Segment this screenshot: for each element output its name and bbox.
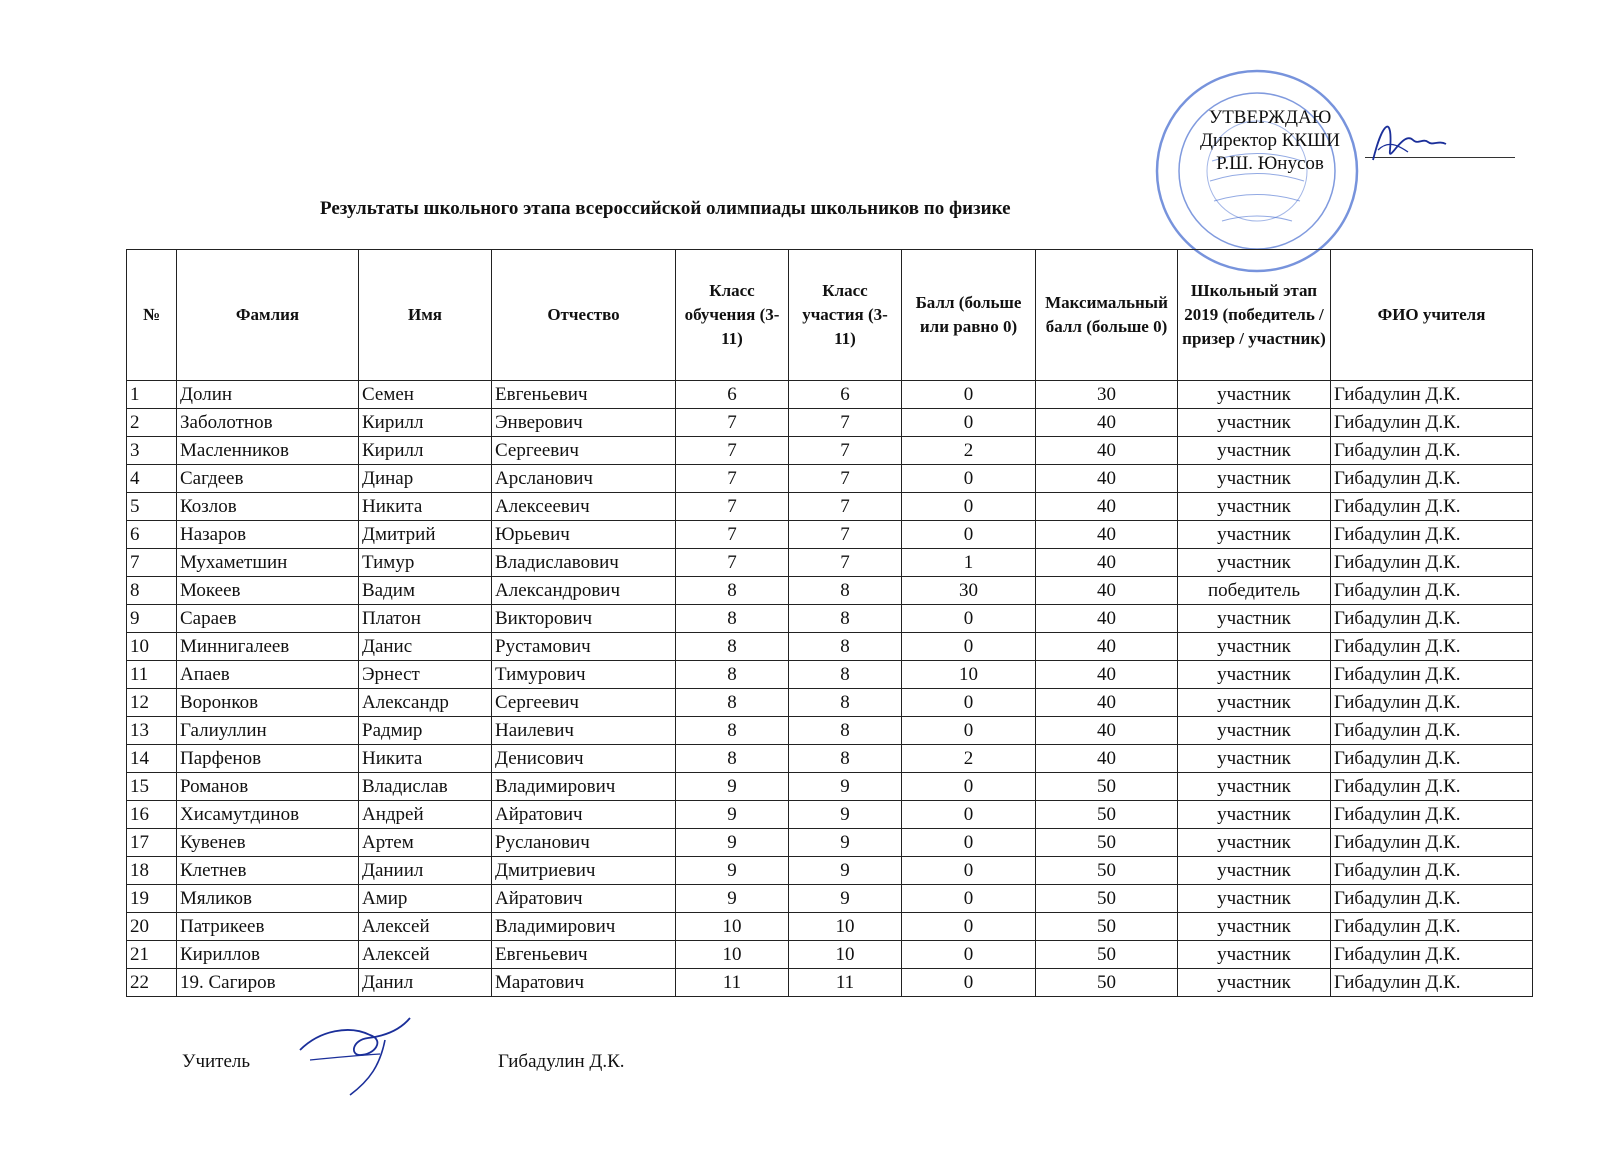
cell-teacher: Гибадулин Д.К. <box>1331 969 1533 997</box>
cell-status: участник <box>1178 381 1331 409</box>
cell-status: участник <box>1178 857 1331 885</box>
cell-teacher: Гибадулин Д.К. <box>1331 857 1533 885</box>
cell-number: 20 <box>127 913 177 941</box>
cell-patronymic: Тимурович <box>492 661 676 689</box>
cell-patronymic: Арсланович <box>492 465 676 493</box>
table-row <box>127 521 1533 549</box>
cell-max-score: 40 <box>1036 661 1178 689</box>
cell-surname: Апаев <box>177 661 359 689</box>
cell-max-score: 50 <box>1036 829 1178 857</box>
cell-number: 8 <box>127 577 177 605</box>
table-row <box>127 605 1533 633</box>
cell-number: 14 <box>127 745 177 773</box>
cell-name: Кирилл <box>359 437 492 465</box>
cell-number: 17 <box>127 829 177 857</box>
cell-surname: Мухаметшин <box>177 549 359 577</box>
header-teacher: ФИО учителя <box>1331 250 1533 381</box>
cell-teacher: Гибадулин Д.К. <box>1331 521 1533 549</box>
cell-teacher: Гибадулин Д.К. <box>1331 633 1533 661</box>
cell-study-class: 7 <box>676 493 789 521</box>
cell-score: 0 <box>902 941 1036 969</box>
cell-name: Александр <box>359 689 492 717</box>
table-row <box>127 437 1533 465</box>
cell-number: 7 <box>127 549 177 577</box>
cell-name: Эрнест <box>359 661 492 689</box>
cell-surname: Галиуллин <box>177 717 359 745</box>
cell-name: Семен <box>359 381 492 409</box>
cell-surname: Назаров <box>177 521 359 549</box>
cell-status: участник <box>1178 493 1331 521</box>
cell-participation-class: 9 <box>789 885 902 913</box>
cell-teacher: Гибадулин Д.К. <box>1331 801 1533 829</box>
cell-study-class: 8 <box>676 661 789 689</box>
cell-status: участник <box>1178 717 1331 745</box>
cell-status: участник <box>1178 829 1331 857</box>
director-signature <box>1368 110 1448 170</box>
cell-study-class: 9 <box>676 885 789 913</box>
cell-teacher: Гибадулин Д.К. <box>1331 913 1533 941</box>
cell-number: 13 <box>127 717 177 745</box>
table-row <box>127 409 1533 437</box>
cell-participation-class: 6 <box>789 381 902 409</box>
cell-study-class: 8 <box>676 577 789 605</box>
cell-participation-class: 8 <box>789 605 902 633</box>
cell-participation-class: 9 <box>789 857 902 885</box>
cell-score: 0 <box>902 633 1036 661</box>
cell-study-class: 8 <box>676 745 789 773</box>
cell-name: Кирилл <box>359 409 492 437</box>
cell-participation-class: 9 <box>789 801 902 829</box>
cell-participation-class: 7 <box>789 521 902 549</box>
cell-teacher: Гибадулин Д.К. <box>1331 829 1533 857</box>
cell-participation-class: 8 <box>789 745 902 773</box>
cell-score: 0 <box>902 465 1036 493</box>
cell-max-score: 50 <box>1036 885 1178 913</box>
cell-surname: Масленников <box>177 437 359 465</box>
cell-participation-class: 9 <box>789 829 902 857</box>
cell-participation-class: 8 <box>789 577 902 605</box>
cell-status: участник <box>1178 801 1331 829</box>
cell-patronymic: Маратович <box>492 969 676 997</box>
cell-surname: Воронков <box>177 689 359 717</box>
cell-patronymic: Наилевич <box>492 717 676 745</box>
approval-block <box>1180 106 1360 175</box>
cell-number: 21 <box>127 941 177 969</box>
table-row <box>127 969 1533 997</box>
cell-teacher: Гибадулин Д.К. <box>1331 717 1533 745</box>
cell-name: Тимур <box>359 549 492 577</box>
cell-teacher: Гибадулин Д.К. <box>1331 381 1533 409</box>
header-study-class: Класс обучения (3-11) <box>676 250 789 381</box>
cell-surname: Сагдеев <box>177 465 359 493</box>
cell-surname: Хисамутдинов <box>177 801 359 829</box>
header-max-score: Максимальный балл (больше 0) <box>1036 250 1178 381</box>
table-row <box>127 857 1533 885</box>
cell-status: участник <box>1178 605 1331 633</box>
cell-study-class: 8 <box>676 689 789 717</box>
cell-surname: 19. Сагиров <box>177 969 359 997</box>
header-score: Балл (больше или равно 0) <box>902 250 1036 381</box>
cell-surname: Кириллов <box>177 941 359 969</box>
cell-teacher: Гибадулин Д.К. <box>1331 437 1533 465</box>
cell-teacher: Гибадулин Д.К. <box>1331 549 1533 577</box>
cell-patronymic: Энверович <box>492 409 676 437</box>
cell-status: участник <box>1178 913 1331 941</box>
cell-participation-class: 9 <box>789 773 902 801</box>
cell-patronymic: Владимирович <box>492 773 676 801</box>
cell-max-score: 50 <box>1036 773 1178 801</box>
cell-name: Даниил <box>359 857 492 885</box>
cell-study-class: 11 <box>676 969 789 997</box>
cell-patronymic: Дмитриевич <box>492 857 676 885</box>
cell-teacher: Гибадулин Д.К. <box>1331 465 1533 493</box>
header-patronymic: Отчество <box>492 250 676 381</box>
cell-number: 4 <box>127 465 177 493</box>
cell-patronymic: Евгеньевич <box>492 941 676 969</box>
cell-teacher: Гибадулин Д.К. <box>1331 689 1533 717</box>
cell-number: 1 <box>127 381 177 409</box>
cell-study-class: 9 <box>676 829 789 857</box>
table-row <box>127 745 1533 773</box>
cell-score: 2 <box>902 437 1036 465</box>
cell-score: 0 <box>902 521 1036 549</box>
cell-max-score: 40 <box>1036 577 1178 605</box>
cell-name: Артем <box>359 829 492 857</box>
cell-teacher: Гибадулин Д.К. <box>1331 885 1533 913</box>
cell-status: участник <box>1178 941 1331 969</box>
cell-study-class: 9 <box>676 801 789 829</box>
cell-number: 19 <box>127 885 177 913</box>
cell-max-score: 40 <box>1036 493 1178 521</box>
table-row <box>127 689 1533 717</box>
cell-participation-class: 7 <box>789 437 902 465</box>
table-row <box>127 717 1533 745</box>
cell-score: 0 <box>902 773 1036 801</box>
cell-name: Андрей <box>359 801 492 829</box>
cell-name: Алексей <box>359 913 492 941</box>
cell-participation-class: 8 <box>789 717 902 745</box>
cell-teacher: Гибадулин Д.К. <box>1331 493 1533 521</box>
teacher-signature <box>290 1010 420 1100</box>
cell-score: 0 <box>902 801 1036 829</box>
cell-participation-class: 11 <box>789 969 902 997</box>
table-row <box>127 493 1533 521</box>
cell-study-class: 9 <box>676 773 789 801</box>
cell-study-class: 10 <box>676 941 789 969</box>
cell-status: участник <box>1178 549 1331 577</box>
cell-score: 2 <box>902 745 1036 773</box>
cell-patronymic: Владимирович <box>492 913 676 941</box>
table-row <box>127 913 1533 941</box>
cell-number: 11 <box>127 661 177 689</box>
cell-number: 16 <box>127 801 177 829</box>
cell-study-class: 8 <box>676 717 789 745</box>
cell-name: Данил <box>359 969 492 997</box>
cell-number: 15 <box>127 773 177 801</box>
cell-study-class: 6 <box>676 381 789 409</box>
cell-score: 0 <box>902 829 1036 857</box>
cell-patronymic: Айратович <box>492 885 676 913</box>
cell-score: 10 <box>902 661 1036 689</box>
cell-teacher: Гибадулин Д.К. <box>1331 941 1533 969</box>
table-row <box>127 633 1533 661</box>
cell-participation-class: 8 <box>789 689 902 717</box>
cell-name: Никита <box>359 493 492 521</box>
cell-study-class: 7 <box>676 465 789 493</box>
cell-number: 10 <box>127 633 177 661</box>
cell-number: 3 <box>127 437 177 465</box>
cell-teacher: Гибадулин Д.К. <box>1331 409 1533 437</box>
cell-max-score: 40 <box>1036 745 1178 773</box>
cell-max-score: 50 <box>1036 969 1178 997</box>
cell-max-score: 40 <box>1036 717 1178 745</box>
cell-surname: Кувенев <box>177 829 359 857</box>
cell-score: 1 <box>902 549 1036 577</box>
cell-participation-class: 10 <box>789 913 902 941</box>
cell-name: Алексей <box>359 941 492 969</box>
cell-max-score: 50 <box>1036 913 1178 941</box>
cell-name: Никита <box>359 745 492 773</box>
cell-max-score: 40 <box>1036 521 1178 549</box>
header-status: Школьный этап 2019 (победитель / призер / участник) <box>1178 250 1331 381</box>
cell-surname: Патрикеев <box>177 913 359 941</box>
table-row <box>127 773 1533 801</box>
cell-number: 12 <box>127 689 177 717</box>
cell-name: Вадим <box>359 577 492 605</box>
cell-score: 0 <box>902 605 1036 633</box>
cell-number: 6 <box>127 521 177 549</box>
table-row <box>127 801 1533 829</box>
table-header-row <box>127 250 1533 381</box>
cell-number: 9 <box>127 605 177 633</box>
cell-patronymic: Русланович <box>492 829 676 857</box>
cell-surname: Парфенов <box>177 745 359 773</box>
cell-surname: Миннигалеев <box>177 633 359 661</box>
cell-status: участник <box>1178 773 1331 801</box>
cell-participation-class: 7 <box>789 409 902 437</box>
cell-max-score: 40 <box>1036 409 1178 437</box>
table-row <box>127 381 1533 409</box>
approval-name: Р.Ш. Юнусов <box>1216 153 1324 174</box>
footer-teacher-label: Учитель <box>182 1051 251 1072</box>
cell-surname: Романов <box>177 773 359 801</box>
table-row <box>127 885 1533 913</box>
cell-max-score: 40 <box>1036 689 1178 717</box>
cell-study-class: 8 <box>676 633 789 661</box>
cell-score: 0 <box>902 913 1036 941</box>
cell-surname: Долин <box>177 381 359 409</box>
cell-max-score: 50 <box>1036 801 1178 829</box>
cell-study-class: 9 <box>676 857 789 885</box>
cell-teacher: Гибадулин Д.К. <box>1331 745 1533 773</box>
cell-surname: Заболотнов <box>177 409 359 437</box>
cell-status: участник <box>1178 633 1331 661</box>
cell-surname: Мяликов <box>177 885 359 913</box>
cell-name: Данис <box>359 633 492 661</box>
cell-participation-class: 7 <box>789 549 902 577</box>
cell-patronymic: Алексеевич <box>492 493 676 521</box>
cell-score: 0 <box>902 381 1036 409</box>
cell-patronymic: Сергеевич <box>492 689 676 717</box>
cell-max-score: 30 <box>1036 381 1178 409</box>
cell-max-score: 50 <box>1036 941 1178 969</box>
cell-status: участник <box>1178 661 1331 689</box>
cell-patronymic: Евгеньевич <box>492 381 676 409</box>
cell-max-score: 40 <box>1036 605 1178 633</box>
cell-status: участник <box>1178 409 1331 437</box>
cell-study-class: 7 <box>676 549 789 577</box>
cell-max-score: 40 <box>1036 633 1178 661</box>
cell-surname: Сараев <box>177 605 359 633</box>
header-participation-class: Класс участия (3-11) <box>789 250 902 381</box>
cell-participation-class: 7 <box>789 493 902 521</box>
cell-name: Динар <box>359 465 492 493</box>
cell-participation-class: 8 <box>789 633 902 661</box>
cell-study-class: 7 <box>676 521 789 549</box>
header-number: № <box>127 250 177 381</box>
cell-status: участник <box>1178 465 1331 493</box>
cell-teacher: Гибадулин Д.К. <box>1331 605 1533 633</box>
table-row <box>127 465 1533 493</box>
footer-teacher-name: Гибадулин Д.К. <box>498 1051 625 1072</box>
cell-surname: Мокеев <box>177 577 359 605</box>
cell-teacher: Гибадулин Д.К. <box>1331 661 1533 689</box>
cell-name: Дмитрий <box>359 521 492 549</box>
cell-study-class: 8 <box>676 605 789 633</box>
cell-patronymic: Рустамович <box>492 633 676 661</box>
header-surname: Фамлия <box>177 250 359 381</box>
table-row <box>127 549 1533 577</box>
header-name: Имя <box>359 250 492 381</box>
cell-status: победитель <box>1178 577 1331 605</box>
cell-status: участник <box>1178 689 1331 717</box>
cell-score: 0 <box>902 885 1036 913</box>
cell-study-class: 7 <box>676 437 789 465</box>
cell-study-class: 10 <box>676 913 789 941</box>
cell-surname: Клетнев <box>177 857 359 885</box>
cell-status: участник <box>1178 437 1331 465</box>
cell-name: Владислав <box>359 773 492 801</box>
cell-max-score: 40 <box>1036 437 1178 465</box>
cell-score: 0 <box>902 493 1036 521</box>
cell-score: 0 <box>902 409 1036 437</box>
cell-participation-class: 7 <box>789 465 902 493</box>
table-row <box>127 829 1533 857</box>
table-row <box>127 661 1533 689</box>
table-row <box>127 941 1533 969</box>
cell-patronymic: Айратович <box>492 801 676 829</box>
cell-name: Радмир <box>359 717 492 745</box>
cell-number: 18 <box>127 857 177 885</box>
cell-status: участник <box>1178 885 1331 913</box>
cell-number: 22 <box>127 969 177 997</box>
approval-title: УТВЕРЖДАЮ <box>1208 107 1332 128</box>
cell-study-class: 7 <box>676 409 789 437</box>
cell-score: 0 <box>902 969 1036 997</box>
cell-patronymic: Сергеевич <box>492 437 676 465</box>
cell-participation-class: 10 <box>789 941 902 969</box>
cell-number: 2 <box>127 409 177 437</box>
cell-max-score: 50 <box>1036 857 1178 885</box>
cell-status: участник <box>1178 969 1331 997</box>
cell-name: Амир <box>359 885 492 913</box>
cell-patronymic: Денисович <box>492 745 676 773</box>
cell-score: 0 <box>902 689 1036 717</box>
cell-teacher: Гибадулин Д.К. <box>1331 577 1533 605</box>
cell-participation-class: 8 <box>789 661 902 689</box>
cell-status: участник <box>1178 521 1331 549</box>
cell-status: участник <box>1178 745 1331 773</box>
document-title: Результаты школьного этапа всероссийской олимпиады школьников по физике <box>320 198 1011 219</box>
cell-score: 30 <box>902 577 1036 605</box>
cell-number: 5 <box>127 493 177 521</box>
cell-patronymic: Викторович <box>492 605 676 633</box>
cell-max-score: 40 <box>1036 465 1178 493</box>
cell-score: 0 <box>902 857 1036 885</box>
cell-name: Платон <box>359 605 492 633</box>
approval-position: Директор ККШИ <box>1199 130 1341 151</box>
cell-teacher: Гибадулин Д.К. <box>1331 773 1533 801</box>
results-table <box>126 249 1533 997</box>
cell-patronymic: Владиславович <box>492 549 676 577</box>
cell-patronymic: Юрьевич <box>492 521 676 549</box>
cell-patronymic: Александрович <box>492 577 676 605</box>
table-row <box>127 577 1533 605</box>
cell-score: 0 <box>902 717 1036 745</box>
cell-surname: Козлов <box>177 493 359 521</box>
cell-max-score: 40 <box>1036 549 1178 577</box>
